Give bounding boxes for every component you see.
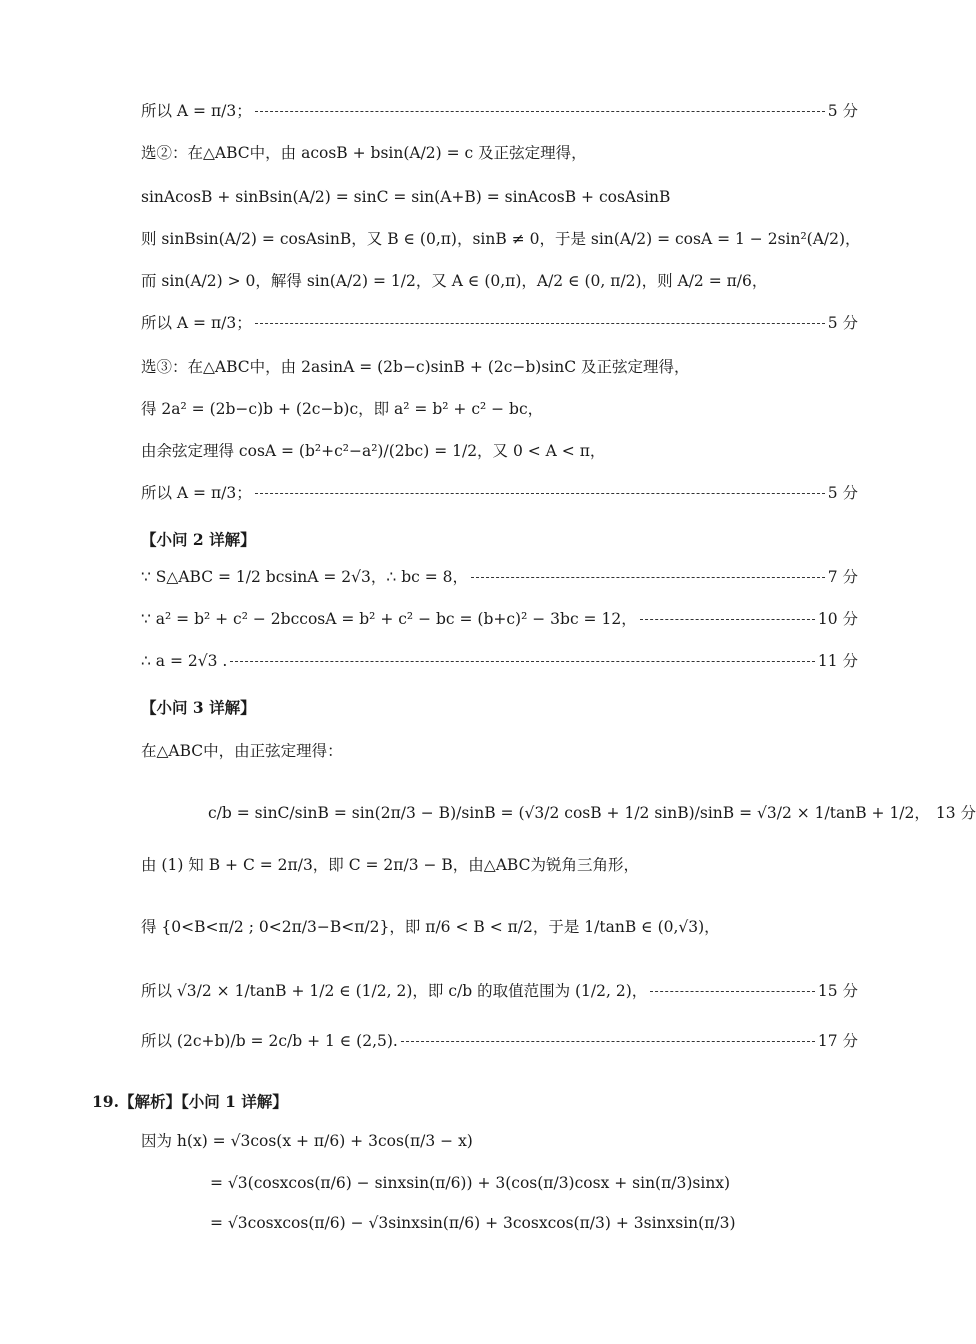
dash-leader — [255, 493, 825, 494]
answer-line-6 — [141, 316, 858, 332]
line-text: = √3(cosxcos(π/6) − sinxsin(π/6)) + 3(cos(π/3)cosx + sin(π/3)sinx) — [210, 1174, 731, 1192]
line-text: 因为 h(x) = √3cos(x + π/6) + 3cos(π/3 − x) — [141, 1132, 473, 1150]
section-heading-q2: 【小问 2 详解】 — [141, 530, 256, 549]
score: 5 分 — [827, 484, 858, 502]
section-heading-19: 19.【解析】【小问 1 详解】 — [92, 1092, 288, 1111]
dash-leader — [255, 323, 825, 324]
answer-line-3 — [141, 190, 858, 206]
answer-line-19 — [141, 1034, 858, 1050]
answer-line-12 — [141, 612, 858, 628]
answer-line-10 — [141, 486, 858, 502]
answer-line-11 — [141, 570, 858, 586]
dash-leader — [255, 111, 825, 112]
score: 7 分 — [827, 568, 858, 586]
line-text: 由余弦定理得 cosA = (b²+c²−a²)/(2bc) = 1/2，又 0 < A < π， — [141, 442, 606, 460]
answer-line-18 — [141, 984, 858, 1000]
answer-line-21 — [210, 1176, 858, 1192]
line-text: ∵ S△ABC = 1/2 bcsinA = 2√3，∴ bc = 8， — [141, 568, 468, 586]
answer-line-15 — [208, 804, 976, 822]
answer-line-2 — [141, 146, 858, 162]
dash-leader — [640, 619, 815, 620]
answer-line-1 — [141, 104, 858, 120]
line-text: 在△ABC中，由正弦定理得： — [141, 742, 343, 760]
answer-line-17 — [141, 920, 858, 936]
answer-line-16 — [141, 858, 858, 874]
score: 5 分 — [827, 102, 858, 120]
answer-line-20 — [141, 1134, 858, 1150]
dash-leader — [650, 991, 815, 992]
line-text: = √3cosxcos(π/6) − √3sinxsin(π/6) + 3cosxcos(π/3) + 3sinxsin(π/3) — [210, 1214, 736, 1232]
line-text: 所以 A = π/3； — [141, 484, 252, 502]
line-text: 则 sinBsin(A/2) = cosAsinB，又 B ∈ (0,π)，sinB ≠ 0，于是 sin(A/2) = cosA = 1 − 2sin²(A/2)， — [141, 230, 861, 248]
score: 5 分 — [827, 314, 858, 332]
dash-leader — [230, 661, 815, 662]
answer-line-13 — [141, 654, 858, 670]
score: 17 分 — [817, 1032, 858, 1050]
line-text: ∴ a = 2√3 . — [141, 652, 228, 670]
dash-leader — [471, 577, 825, 578]
line-text: 所以 (2c+b)/b = 2c/b + 1 ∈ (2,5). — [141, 1032, 398, 1050]
line-text: 所以 √3/2 × 1/tanB + 1/2 ∈ (1/2, 2)，即 c/b 的取值范围为 (1/2, 2)， — [141, 982, 648, 1000]
section-heading-q3: 【小问 3 详解】 — [141, 698, 256, 717]
answer-line-5 — [141, 274, 858, 290]
answer-line-7 — [141, 360, 858, 376]
score: 10 分 — [817, 610, 858, 628]
score: 13 分 — [935, 804, 976, 822]
dash-leader — [401, 1041, 815, 1042]
line-text: ∵ a² = b² + c² − 2bccosA = b² + c² − bc = (b+c)² − 3bc = 12， — [141, 610, 637, 628]
line-text: 所以 A = π/3； — [141, 102, 252, 120]
score: 11 分 — [817, 652, 858, 670]
answer-line-4 — [141, 230, 861, 248]
answer-line-8 — [141, 402, 858, 418]
score: 15 分 — [817, 982, 858, 1000]
line-text: 由 (1) 知 B + C = 2π/3，即 C = 2π/3 − B，由△ABC为锐角三角形， — [141, 856, 639, 874]
line-text: 选②：在△ABC中，由 acosB + bsin(A/2) = c 及正弦定理得， — [141, 144, 587, 162]
line-text: 而 sin(A/2) > 0，解得 sin(A/2) = 1/2，又 A ∈ (0,π)，A/2 ∈ (0, π/2)，则 A/2 = π/6， — [141, 272, 768, 290]
line-text: c/b = sinC/sinB = sin(2π/3 − B)/sinB = (√3/2 cosB + 1/2 sinB)/sinB = √3/2 × 1/tanB + 1/2， — [208, 804, 930, 822]
line-text: sinAcosB + sinBsin(A/2) = sinC = sin(A+B) = sinAcosB + cosAsinB — [141, 188, 671, 206]
answer-line-22 — [210, 1216, 858, 1232]
answer-line-14 — [141, 744, 858, 760]
answer-line-9 — [141, 444, 858, 460]
line-text: 所以 A = π/3； — [141, 314, 252, 332]
line-text: 得 2a² = (2b−c)b + (2c−b)c，即 a² = b² + c² − bc， — [141, 400, 544, 418]
line-text: 得 {0<B<π/2 ; 0<2π/3−B<π/2}，即 π/6 < B < π/2，于是 1/tanB ∈ (0,√3)， — [141, 918, 720, 936]
line-text: 选③：在△ABC中，由 2asinA = (2b−c)sinB + (2c−b)sinC 及正弦定理得， — [141, 358, 690, 376]
